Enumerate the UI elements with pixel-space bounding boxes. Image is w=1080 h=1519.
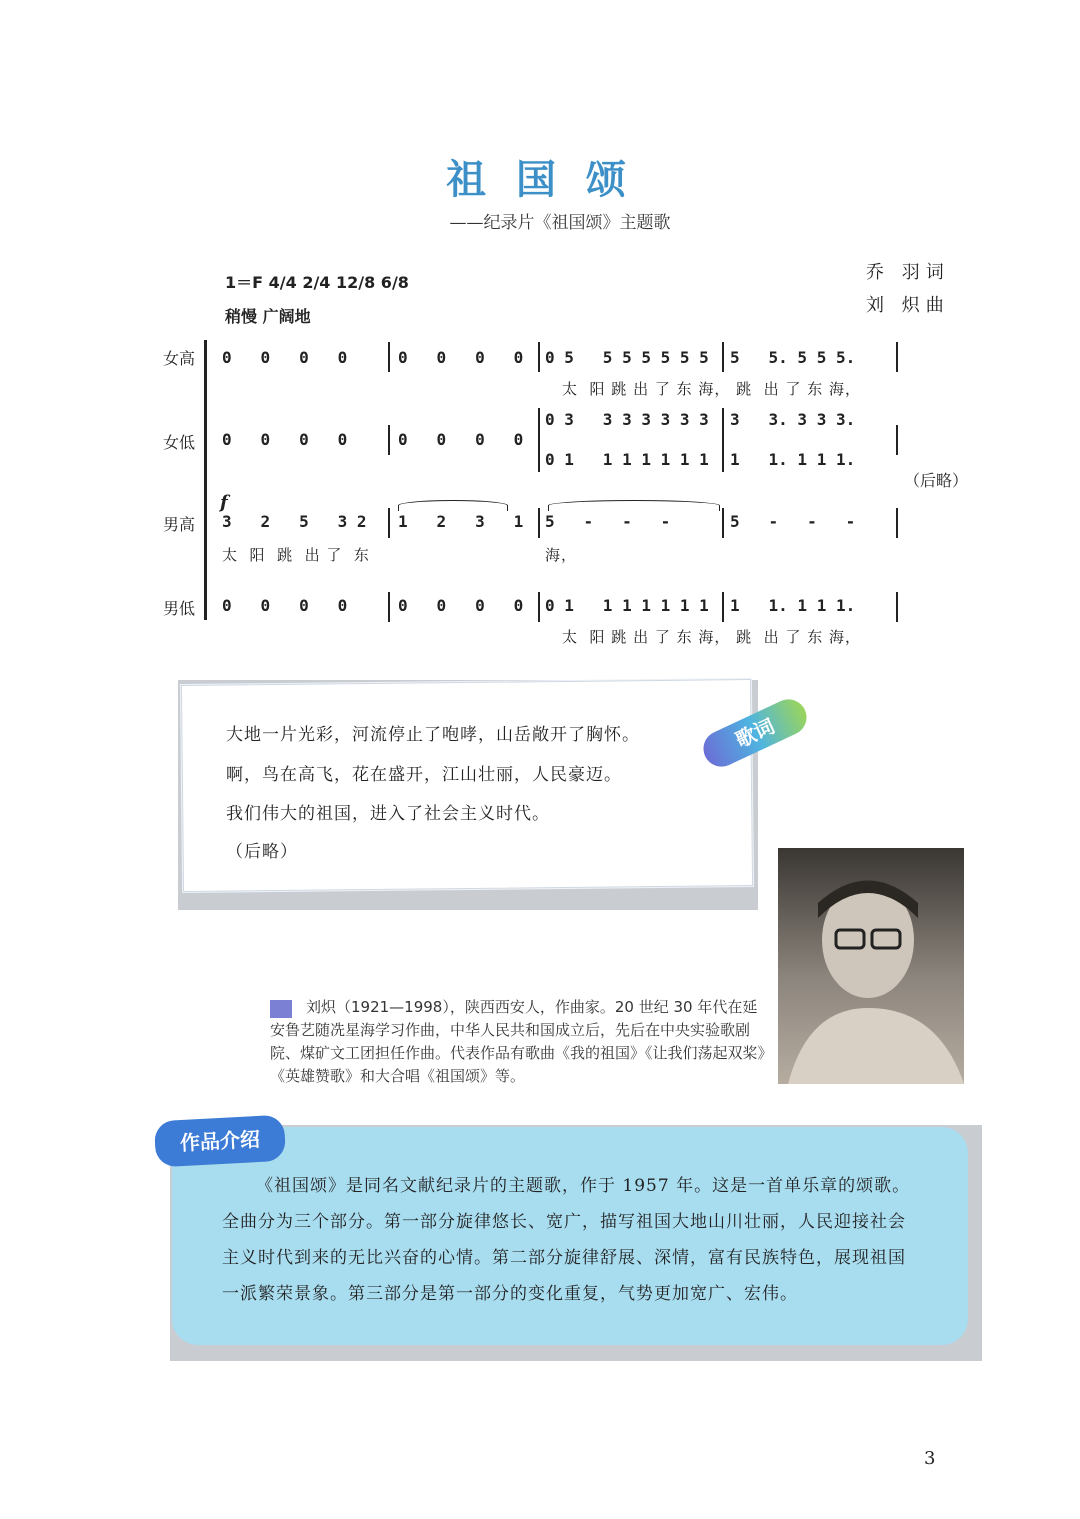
barline	[722, 592, 724, 622]
soprano-measure: 0 0 0 0	[222, 348, 348, 367]
omitted-note: （后略）	[904, 471, 969, 490]
tenor-lyric: 太 阳 跳 出 了 东	[222, 546, 370, 564]
page-number: 3	[924, 1448, 936, 1469]
tenor-measure: 5 - - -	[730, 512, 856, 531]
lyricist-credit: 乔 羽词	[866, 262, 950, 283]
tenor-measure: 5 - - -	[545, 512, 671, 531]
tenor-measure: 1 2 3 1	[398, 512, 524, 531]
tie	[548, 500, 720, 511]
bass-measure: 0 0 0 0	[398, 596, 524, 615]
slur	[398, 500, 508, 511]
lyrics-tag: 歌词	[698, 693, 813, 772]
key-signature: 1＝F 4/4 2/4 12/8 6/8	[225, 273, 409, 292]
bass-measure: 1 1. 1 1 1.	[730, 596, 856, 615]
barline	[388, 508, 390, 538]
barline	[896, 592, 898, 622]
soprano-measure: 0 0 0 0	[398, 348, 524, 367]
system-bracket	[204, 340, 213, 620]
soprano-measure: 0 5 5 5 5 5 5 5	[545, 348, 709, 367]
tempo-marking: 稍慢 广阔地	[225, 307, 311, 326]
barline	[722, 342, 724, 372]
alto-measure: 0 1 1 1 1 1 1 1	[545, 450, 709, 469]
composer-bio: 刘炽（1921—1998），陕西西安人，作曲家。20 世纪 30 年代在延安鲁艺随冼星海学习作曲，中华人民共和国成立后，先后在中央实验歌剧院、煤矿文工团担任作曲。代表作品有歌曲《我的祖国》《让我们荡起双桨》《英雄赞歌》和大合唱《祖国颂》等。	[270, 998, 766, 1085]
alto-measure: 0 0 0 0	[222, 430, 348, 449]
lyric-line: 啊，鸟在高飞，花在盛开，江山壮丽，人民豪迈。	[226, 765, 622, 785]
soprano-lyric: 太 阳 跳 出 了 东 海， 跳 出 了 东 海，	[562, 380, 861, 398]
alto-measure: 0 3 3 3 3 3 3 3	[545, 410, 709, 429]
bass-measure: 0 1 1 1 1 1 1 1	[545, 596, 709, 615]
barline	[388, 342, 390, 372]
tenor-lyric: 海，	[545, 546, 578, 564]
barline	[896, 508, 898, 538]
barline	[896, 342, 898, 372]
bass-measure: 0 0 0 0	[222, 596, 348, 615]
part-label-soprano: 女高	[163, 349, 196, 368]
soprano-measure: 5 5. 5 5 5.	[730, 348, 856, 367]
page-title: 祖 国 颂	[446, 157, 634, 203]
alto-measure: 0 0 0 0	[398, 430, 524, 449]
tenor-measure: 3 2 5 3 2	[222, 512, 367, 531]
lyric-line: 大地一片光彩，河流停止了咆哮，山岳敞开了胸怀。	[226, 725, 640, 745]
intro-text: 《祖国颂》是同名文献纪录片的主题歌，作于 1957 年。这是一首单乐章的颂歌。全曲分为三个部分。第一部分旋律悠长、宽广，描写祖国大地山川壮丽，人民迎接社会主义时代到来的无比兴奋的心情。第二部分旋律舒展、深情，富有民族特色，展现祖国一派繁荣景象。第三部分是第一部分的变化重复，气势更加宽广、宏伟。	[222, 1176, 911, 1304]
composer-photo	[778, 848, 964, 1084]
barline	[538, 342, 540, 372]
portrait-silhouette	[778, 848, 964, 1084]
page-subtitle: ——纪录片《祖国颂》主题歌	[449, 213, 671, 233]
barline	[538, 508, 540, 538]
barline	[722, 508, 724, 538]
composer-credit: 刘 炽曲	[866, 295, 950, 316]
part-label-alto: 女低	[163, 433, 196, 452]
barline	[388, 425, 390, 455]
intro-tab: 作品介绍	[154, 1115, 286, 1168]
part-label-tenor: 男高	[163, 515, 196, 534]
barline	[896, 425, 898, 455]
dynamic-forte: f	[220, 492, 228, 513]
alto-measure: 3 3. 3 3 3.	[730, 410, 856, 429]
alto-measure: 1 1. 1 1 1.	[730, 450, 856, 469]
bass-lyric: 太 阳 跳 出 了 东 海， 跳 出 了 东 海，	[562, 628, 861, 646]
barline	[388, 592, 390, 622]
barline	[722, 408, 724, 472]
lyric-line: 我们伟大的祖国，进入了社会主义时代。	[226, 804, 550, 824]
barline	[538, 408, 540, 472]
part-label-bass: 男低	[163, 599, 196, 618]
lyric-line: （后略）	[226, 842, 298, 862]
barline	[538, 592, 540, 622]
